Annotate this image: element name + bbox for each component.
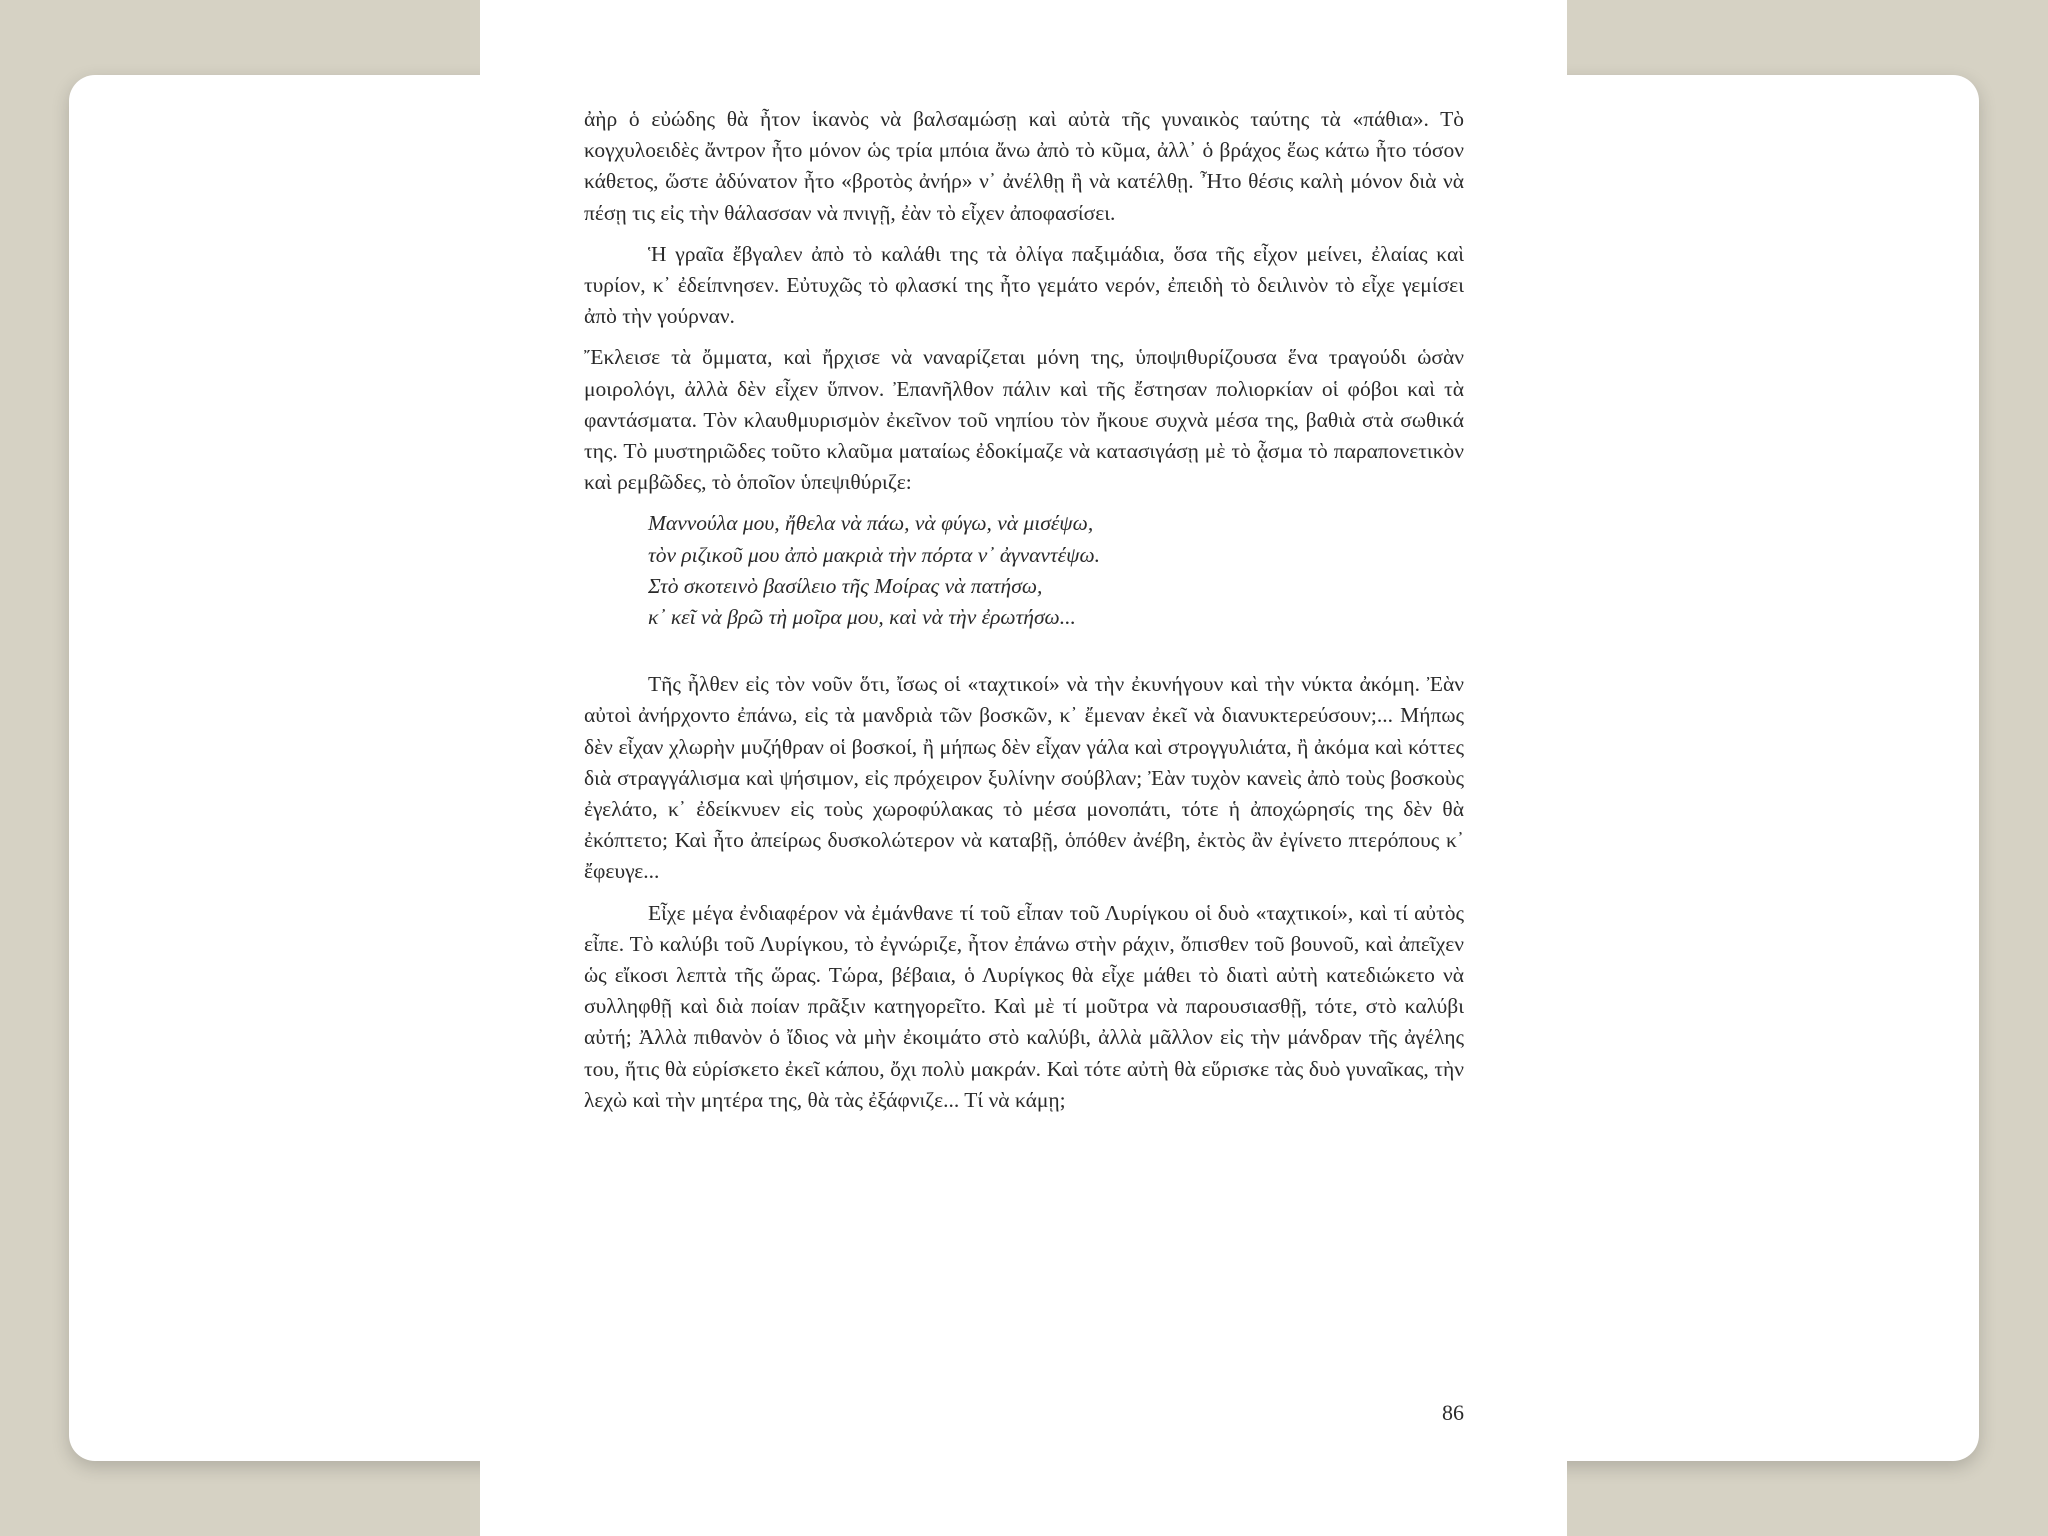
paragraph-5: Εἶχε μέγα ἐνδιαφέρον νὰ ἐμάνθανε τί τοῦ εἶπαν τοῦ Λυρίγκου οἱ δυὸ «ταχτικοί», καὶ τί αὐτὸς εἶπε. Τὸ καλύβι τοῦ Λυρίγκου, τὸ ἐγνώριζε, ἦτον ἐπάνω στὴν ράχιν, ὄπισθεν τοῦ βουνοῦ, καὶ ἀπεῖχεν ὡς εἴκοσι λεπτὰ τῆς ὥρας. Τώρα, βέβαια, ὁ Λυρίγκος θὰ εἶχε μάθει τὸ διατὶ αὐτὴ κατεδιώκετο νὰ συλληφθῇ καὶ διὰ ποίαν πρᾶξιν κατηγορεῖτο. Καὶ μὲ τί μοῦτρα νὰ παρουσιασθῇ, τότε, στὸ καλύβι αὐτή; Ἀλλὰ πιθανὸν ὁ ἴδιος νὰ μὴν ἐκοιμάτο στὸ καλύβι, ἀλλὰ μᾶλλον εἰς τὴν μάνδραν τῆς ἀγέλης του, ἥτις θὰ εὑρίσκετο ἐκεῖ κάπου, ὄχι πολὺ μακράν. Καὶ τότε αὐτὴ θὰ εὕρισκε τὰς δυὸ γυναῖκας, τὴν λεχὼ καὶ τὴν μητέρα της, θὰ τὰς ἐξάφνιζε... Τί νὰ κάμῃ; bbox=[584, 900, 1464, 1112]
page-number: 86 bbox=[1442, 1400, 1464, 1425]
page-text-block bbox=[584, 104, 1464, 1116]
paragraph-4: Τῆς ἦλθεν εἰς τὸν νοῦν ὅτι, ἴσως οἱ «ταχτικοί» νὰ τὴν ἐκυνήγουν καὶ τὴν νύκτα ἀκόμη. Ἐὰν αὐτοὶ ἀνήρχοντο ἐπάνω, εἰς τὰ μανδριὰ τῶν βοσκῶν, κ᾽ ἔμεναν ἐκεῖ νὰ διανυκτερεύσουν;... Μήπως δὲν εἶχαν χλωρὴν μυζήθραν οἱ βοσκοί, ἢ μήπως δὲν εἶχαν γάλα καὶ στρογγυλιάτα, ἢ ἀκόμα καὶ κόττες διὰ στραγγάλισμα καὶ ψήσιμον, εἰς πρόχειρον ξυλίνην σούβλαν; Ἐὰν τυχὸν κανεὶς ἀπὸ τοὺς βοσκοὺς ἐγελάτο, κ᾽ ἐδείκνυεν εἰς τοὺς χωροφύλακας τὸ μέσα μονοπάτι, τότε ἡ ἀποχώρησίς της δὲν θὰ ἐκόπτετο; Καὶ ἦτο ἀπείρως δυσκολώτερον νὰ καταβῇ, ὁπόθεν ἀνέβη, ἐκτὸς ἂν ἐγίνετο πτερόπους κ᾽ ἔφευγε... bbox=[584, 672, 1464, 884]
paragraph-3: Ἔκλεισε τὰ ὄμματα, καὶ ἤρχισε νὰ ναναρίζεται μόνη της, ὑποψιθυρίζουσα ἕνα τραγούδι ὡσὰν μοιρολόγι, ἀλλὰ δὲν εἶχεν ὕπνον. Ἐπανῆλθον πάλιν καὶ τῆς ἔστησαν πολιορκίαν οἱ φόβοι καὶ τὰ φαντάσματα. Τὸν κλαυθμυρισμὸν ἐκεῖνον τοῦ νηπίου τὸν ἤκουε συχνὰ μέσα της, βαθιὰ στὰ σωθικά της. Τὸ μυστηριῶδες τοῦτο κλαῦμα ματαίως ἐδοκίμαζε νὰ κατασιγάσῃ μὲ τὸ ᾆσμα τὸ παραπονετικὸν καὶ ρεμβῶδες, τὸ ὁποῖον ὑπεψιθύριζε: bbox=[584, 345, 1464, 495]
poem-line: τὸν ριζικοῦ μου ἀπὸ μακριὰ τὴν πόρτα ν᾽ ἀγναντέψω. bbox=[648, 542, 1101, 567]
poem-line: Μαννούλα μου, ἤθελα νὰ πάω, νὰ φύγω, νὰ μισέψω, bbox=[648, 511, 1094, 536]
poem-line: Στὸ σκοτεινὸ βασίλειο τῆς Μοίρας νὰ πατήσω, bbox=[648, 573, 1043, 598]
paragraph-2: Ἡ γραῖα ἔβγαλεν ἀπὸ τὸ καλάθι της τὰ ὀλίγα παξιμάδια, ὅσα τῆς εἶχον μείνει, ἐλαίας καὶ τυρίον, κ᾽ ἐδείπνησεν. Εὐτυχῶς τὸ φλασκί της ἦτο γεμάτο νερόν, ἐπειδὴ τὸ δειλινὸν τὸ εἶχε γεμίσει ἀπὸ τὴν γούρναν. bbox=[584, 241, 1464, 329]
poem-verse-block bbox=[648, 508, 1464, 633]
paragraph-1: ἀὴρ ὁ εὐώδης θὰ ἦτον ἱκανὸς νὰ βαλσαμώσῃ καὶ αὐτὰ τῆς γυναικὸς ταύτης τὰ «πάθια». Τὸ κογχυλοειδὲς ἄντρον ἦτο μόνον ὡς τρία μπόια ἄνω ἀπὸ τὸ κῦμα, ἀλλ᾽ ὁ βράχος ἕως κάτω ἦτο τόσον κάθετος, ὥστε ἀδύνατον ἦτο «βροτὸς ἀνήρ» ν᾽ ἀνέλθῃ ἢ νὰ κατέλθῃ. Ἦτο θέσις καλὴ μόνον διὰ νὰ πέσῃ τις εἰς τὴν θάλασσαν νὰ πνιγῇ, ἐὰν τὸ εἶχεν ἀποφασίσει. bbox=[584, 107, 1464, 225]
poem-line: κ᾽ κεῖ νὰ βρῶ τὴ μοῖρα μου, καὶ νὰ τὴν ἐρωτήσω... bbox=[648, 605, 1076, 630]
